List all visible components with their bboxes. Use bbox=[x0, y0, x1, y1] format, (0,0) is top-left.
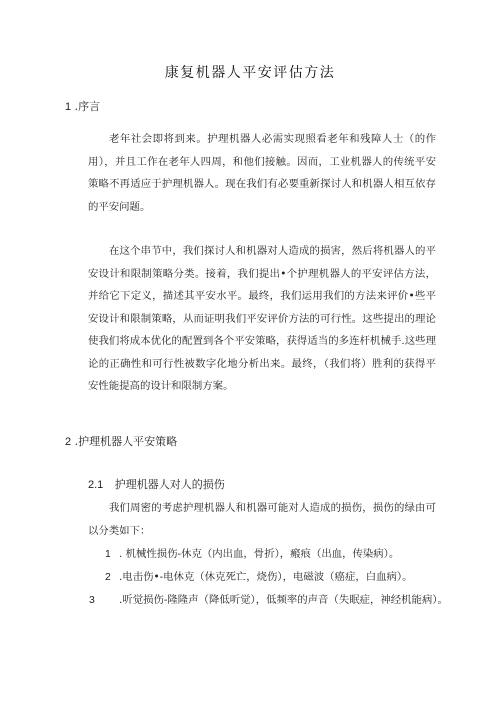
section-1-heading bbox=[65, 98, 100, 114]
list-item bbox=[89, 589, 451, 613]
list-item-number: 1 bbox=[105, 549, 111, 560]
paragraph-intro-2: 在这个串节中，我们探讨人和机器对人造成的损害，然后将机器人的平安设计和限制策略分类。接着，我们提出•个护理机器人的平安评估方法，并给它下定义，描述其平安水平。最终，我们运用我们的方法来评价•些平安设计和限制策略，从而证明我们平安评价方法的可行性。这些提出的理论使我们将成本优化的配置到各个平安策略，获得适当的多连杆机械手.这些理论的正确性和可行性被数字化地分析出来。最终，（我们将）胜利的获得平安性能提高的设计和限制方案。 bbox=[88, 245, 436, 392]
list-item-text: . 机械性损伤-休克（内出血，骨折），瘢痕（出血，传染病）。 bbox=[119, 548, 400, 560]
list-item-number: 2 bbox=[105, 572, 111, 583]
section-1-number: 1 bbox=[65, 101, 72, 113]
list-item-number: 3 bbox=[89, 595, 95, 606]
section-2-1-number: 2.1 bbox=[88, 479, 104, 491]
list-item bbox=[105, 566, 435, 590]
list-item bbox=[105, 543, 435, 567]
paragraph-intro-1: 老年社会即将到来。护理机器人必需实现照看老年和残障人士（的作用），并且工作在老年人四周，和他们接触。因而，工业机器人的传统平安策略不再适应于护理机器人。现在我们有必要重新探讨人和机器人相互依存的平安问题。 bbox=[88, 133, 436, 213]
paragraph-injury-intro: 我们周密的考虑护理机器人和机器可能对人造成的损伤，损伤的绿由可以分类如下： bbox=[88, 502, 436, 537]
list-item-text: .听觉损伤-隆隆声（降低听觉），低频率的声音（失眠症，神经机能病）。 bbox=[119, 594, 448, 606]
section-2-heading bbox=[65, 433, 177, 449]
document-title: 康复机器人平安评估方法 bbox=[164, 65, 336, 81]
section-2-1-title: 护理机器人对人的损伤 bbox=[114, 478, 225, 491]
section-2-title: .护理机器人平安策略 bbox=[74, 435, 178, 448]
section-2-number: 2 bbox=[65, 436, 72, 448]
section-1-title: .序言 bbox=[74, 100, 101, 113]
section-2-1-heading bbox=[88, 476, 225, 492]
list-item-text: .电击伤•-电休克（休克死亡，烧伤），电磁波（癌症，白血病）。 bbox=[119, 571, 413, 583]
